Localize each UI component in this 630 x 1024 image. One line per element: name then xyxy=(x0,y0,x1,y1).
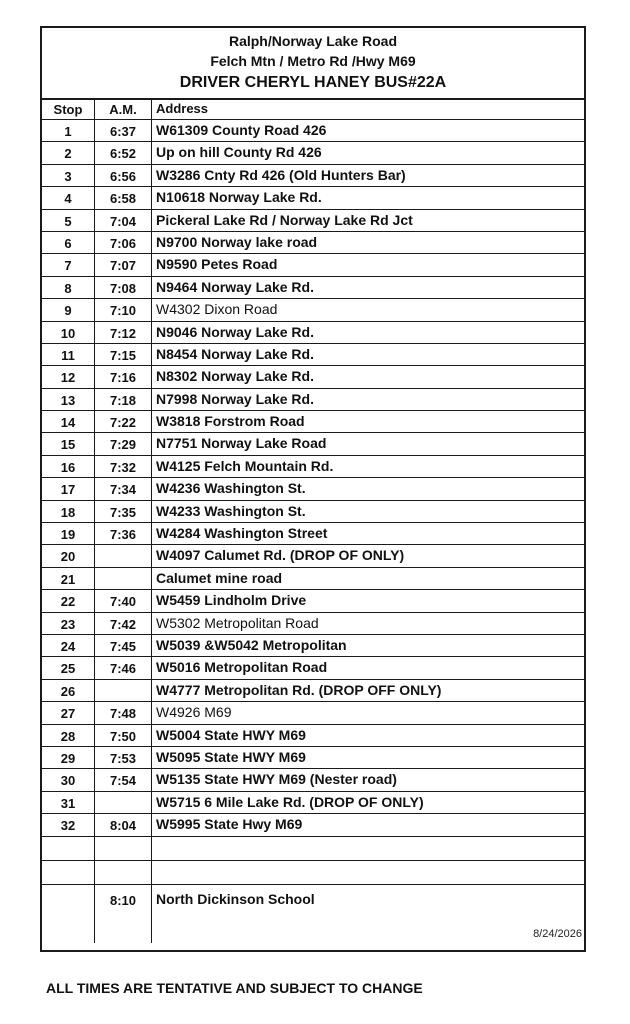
pickup-time: 7:22 xyxy=(95,411,152,432)
stop-address: W61309 County Road 426 xyxy=(156,122,327,138)
table-row xyxy=(42,187,584,209)
table-row xyxy=(42,344,584,366)
pickup-time: 7:42 xyxy=(95,613,152,634)
stop-address: Calumet mine road xyxy=(156,569,283,586)
pickup-time: 7:53 xyxy=(95,747,152,768)
pickup-time: 7:15 xyxy=(95,344,152,365)
table-row xyxy=(42,366,584,388)
table-row xyxy=(42,680,584,702)
table-header-row xyxy=(42,100,584,120)
pickup-time: 7:50 xyxy=(95,725,152,746)
pickup-time xyxy=(95,680,152,701)
stop-address: W4777 Metropolitan Rd. (DROP OFF ONLY) xyxy=(156,681,442,698)
table-row xyxy=(42,456,584,478)
schedule-date: 8/24/2026 xyxy=(533,927,582,940)
stop-number: 31 xyxy=(42,792,95,813)
stop-number: 2 xyxy=(42,142,95,163)
stop-address: W5995 State Hwy M69 xyxy=(156,816,303,833)
pickup-time: 7:18 xyxy=(95,389,152,410)
stop-number: 13 xyxy=(42,389,95,410)
stop-address: N9464 Norway Lake Rd. xyxy=(156,278,314,295)
table-row xyxy=(42,299,584,321)
pickup-time: 7:54 xyxy=(95,769,152,790)
stop-address: N9590 Petes Road xyxy=(156,256,278,273)
disclaimer-note: ALL TIMES ARE TENTATIVE AND SUBJECT TO CHANGE xyxy=(46,980,423,996)
table-row xyxy=(42,635,584,657)
table-row xyxy=(42,657,584,679)
table-row xyxy=(42,568,584,590)
stop-address: N8302 Norway Lake Rd. xyxy=(156,368,314,385)
table-row xyxy=(42,769,584,791)
stop-address: Up on hill County Rd 426 xyxy=(156,144,322,161)
stop-address: W4233 Washington St. xyxy=(156,502,306,519)
stop-number: 3 xyxy=(42,165,95,186)
stop-address: N9046 Norway Lake Rd. xyxy=(156,323,314,340)
stop-number: 1 xyxy=(42,120,95,141)
schedule-header xyxy=(42,28,584,100)
table-row xyxy=(42,613,584,635)
pickup-time: 7:36 xyxy=(95,523,152,544)
table-row xyxy=(42,165,584,187)
table-row xyxy=(42,814,584,836)
pickup-time: 7:06 xyxy=(95,232,152,253)
driver-bus-title: DRIVER CHERYL HANEY BUS#22A xyxy=(179,74,447,91)
stop-number: 5 xyxy=(42,210,95,231)
stop-address: W5715 6 Mile Lake Rd. (DROP OF ONLY) xyxy=(156,793,424,810)
stop-number: 20 xyxy=(42,545,95,566)
pickup-time: 7:16 xyxy=(95,366,152,387)
stop-address: W5095 State HWY M69 xyxy=(156,748,306,765)
stop-number: 12 xyxy=(42,366,95,387)
table-row xyxy=(42,501,584,523)
stop-address: W3818 Forstrom Road xyxy=(156,413,305,430)
stop-address: W4236 Washington St. xyxy=(156,480,306,497)
stop-number: 23 xyxy=(42,613,95,634)
pickup-time xyxy=(95,545,152,566)
stop-number: 26 xyxy=(42,680,95,701)
pickup-time: 7:07 xyxy=(95,254,152,275)
stop-number: 8 xyxy=(42,277,95,298)
stop-number: 6 xyxy=(42,232,95,253)
pickup-time: 8:04 xyxy=(95,814,152,835)
pickup-time: 7:35 xyxy=(95,501,152,522)
stop-address: W5302 Metropolitan Road xyxy=(156,614,319,631)
stop-number: 14 xyxy=(42,411,95,432)
table-row-empty xyxy=(42,861,584,885)
table-row xyxy=(42,523,584,545)
route-line-2: Felch Mtn / Metro Rd /Hwy M69 xyxy=(210,53,416,69)
table-row xyxy=(42,702,584,724)
schedule-table xyxy=(42,100,584,943)
stop-number: 22 xyxy=(42,590,95,611)
pickup-time: 7:45 xyxy=(95,635,152,656)
destination-address-cell xyxy=(152,885,584,943)
table-row xyxy=(42,590,584,612)
destination-address: North Dickinson School xyxy=(156,890,315,907)
stop-address: W5004 State HWY M69 xyxy=(156,726,306,743)
pickup-time: 7:12 xyxy=(95,322,152,343)
pickup-time: 6:37 xyxy=(95,120,152,141)
stop-number: 17 xyxy=(42,478,95,499)
stop-address: N7998 Norway Lake Rd. xyxy=(156,390,314,407)
stop-number: 25 xyxy=(42,657,95,678)
stop-address: N7751 Norway Lake Road xyxy=(156,435,327,452)
stop-number: 16 xyxy=(42,456,95,477)
table-body xyxy=(42,120,584,837)
stop-number: 29 xyxy=(42,747,95,768)
destination-stop-cell xyxy=(42,885,95,943)
destination-time: 8:10 xyxy=(95,885,152,943)
pickup-time: 7:32 xyxy=(95,456,152,477)
stop-address: W5039 &W5042 Metropolitan xyxy=(156,636,347,653)
column-header-stop: Stop xyxy=(42,100,95,119)
table-row xyxy=(42,322,584,344)
table-row-destination xyxy=(42,885,584,943)
pickup-time: 7:29 xyxy=(95,433,152,454)
stop-address: Pickeral Lake Rd / Norway Lake Rd Jct xyxy=(156,211,413,228)
stop-address: W5016 Metropolitan Road xyxy=(156,659,328,676)
stop-address: W4302 Dixon Road xyxy=(156,301,278,318)
stop-number: 32 xyxy=(42,814,95,835)
column-header-address: Address xyxy=(156,101,209,116)
table-row-empty xyxy=(42,837,584,861)
route-line-1: Ralph/Norway Lake Road xyxy=(228,33,398,49)
stop-number: 7 xyxy=(42,254,95,275)
pickup-time: 7:08 xyxy=(95,277,152,298)
table-row xyxy=(42,277,584,299)
stop-number: 27 xyxy=(42,702,95,723)
stop-number: 21 xyxy=(42,568,95,589)
table-row xyxy=(42,725,584,747)
stop-number: 28 xyxy=(42,725,95,746)
stop-address: W4097 Calumet Rd. (DROP OF ONLY) xyxy=(156,547,405,564)
stop-address: W5135 State HWY M69 (Nester road) xyxy=(156,771,397,788)
stop-number: 11 xyxy=(42,344,95,365)
stop-number: 15 xyxy=(42,433,95,454)
pickup-time: 7:40 xyxy=(95,590,152,611)
pickup-time: 7:48 xyxy=(95,702,152,723)
pickup-time: 6:58 xyxy=(95,187,152,208)
pickup-time: 7:34 xyxy=(95,478,152,499)
pickup-time: 6:56 xyxy=(95,165,152,186)
table-row xyxy=(42,142,584,164)
table-row xyxy=(42,792,584,814)
stop-number: 19 xyxy=(42,523,95,544)
table-row xyxy=(42,389,584,411)
pickup-time xyxy=(95,792,152,813)
pickup-time: 7:10 xyxy=(95,299,152,320)
stop-address: W4125 Felch Mountain Rd. xyxy=(156,457,334,474)
stop-number: 30 xyxy=(42,769,95,790)
pickup-time xyxy=(95,568,152,589)
stop-number: 24 xyxy=(42,635,95,656)
table-row xyxy=(42,433,584,455)
table-row xyxy=(42,232,584,254)
stop-address: N9700 Norway lake road xyxy=(156,233,318,250)
stop-address: W4926 M69 xyxy=(156,704,232,721)
pickup-time: 6:52 xyxy=(95,142,152,163)
pickup-time: 7:46 xyxy=(95,657,152,678)
stop-number: 9 xyxy=(42,299,95,320)
stop-address: W4284 Washington Street xyxy=(156,525,328,542)
table-row xyxy=(42,210,584,232)
table-row xyxy=(42,747,584,769)
stop-address: N8454 Norway Lake Rd. xyxy=(156,345,314,362)
table-row xyxy=(42,478,584,500)
table-row xyxy=(42,254,584,276)
stop-address: W5459 Lindholm Drive xyxy=(156,592,307,609)
stop-number: 4 xyxy=(42,187,95,208)
column-header-am: A.M. xyxy=(95,100,152,119)
table-row xyxy=(42,411,584,433)
schedule-sheet xyxy=(40,26,586,952)
table-row xyxy=(42,120,584,142)
stop-address: W3286 Cnty Rd 426 (Old Hunters Bar) xyxy=(156,166,406,183)
pickup-time: 7:04 xyxy=(95,210,152,231)
table-row xyxy=(42,545,584,567)
stop-number: 18 xyxy=(42,501,95,522)
stop-address: N10618 Norway Lake Rd. xyxy=(156,189,322,206)
stop-number: 10 xyxy=(42,322,95,343)
